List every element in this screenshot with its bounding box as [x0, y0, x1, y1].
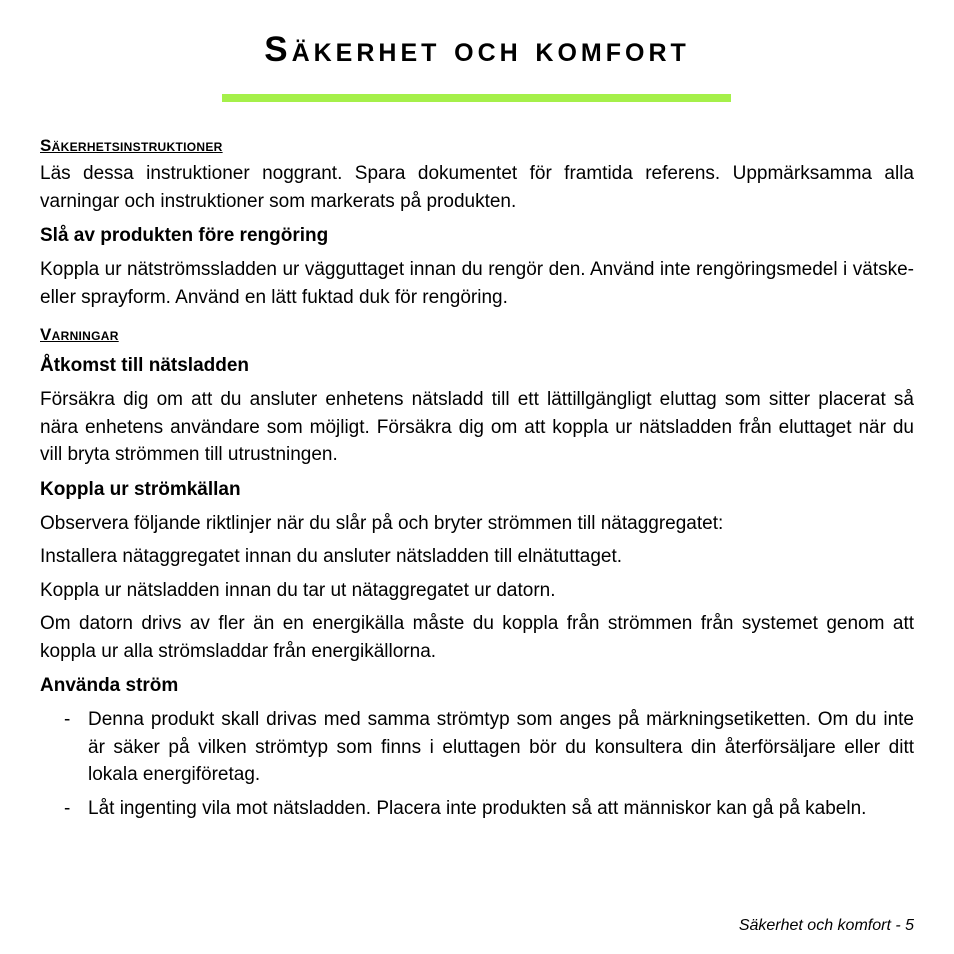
list-item-text: Denna produkt skall drivas med samma strömtyp som anges på märkningsetiketten. Om du inte är säker på vilken strömtyp som finns i eluttagen bör du konsultera din återförsäljare eller ditt lokala energiföretag.: [88, 709, 914, 785]
list-item-text: Låt ingenting vila mot nätsladden. Placera inte produkten så att människor kan gå på kabeln.: [88, 797, 867, 819]
page-title: Säkerhet och komfort: [264, 30, 690, 69]
safety-intro-paragraph: Läs dessa instruktioner noggrant. Spara dokumentet för framtida referens. Uppmärksamma alla varningar och instruktioner som markerats på produkten.: [40, 163, 914, 212]
cleaning-paragraph: Koppla ur nätströmssladden ur vägguttaget innan du rengör den. Använd inte rengöringsmedel i vätske- eller sprayform. Använd en lätt fuktad duk för rengöring.: [40, 259, 914, 308]
disconnect-paragraph-1: Observera följande riktlinjer när du slår på och bryter strömmen till nätaggregatet:: [40, 512, 724, 534]
document-body: [40, 136, 914, 828]
subheading-power: Använda ström: [40, 675, 179, 696]
title-underline-bar: [222, 94, 731, 102]
dash-bullet: -: [64, 709, 71, 730]
subheading-disconnect: Koppla ur strömkällan: [40, 478, 241, 500]
page-footer: Säkerhet och komfort - 5: [738, 917, 914, 934]
section-heading-warnings: Varningar: [40, 325, 119, 344]
disconnect-paragraph-4: Om datorn drivs av fler än en energikälla måste du koppla från strömmen från systemet genom att koppla ur alla strömsladdar från energikällorna.: [40, 613, 914, 662]
dash-bullet: -: [64, 797, 71, 819]
disconnect-paragraph-2: Installera nätaggregatet innan du ansluter nätsladden till elnätuttaget.: [40, 546, 623, 567]
access-paragraph: Försäkra dig om att du ansluter enhetens nätsladd till ett lättillgängligt eluttag som sitter placerat så nära enhetens användare som möjligt. Försäkra dig om att koppla ur nätsladden från eluttaget när du vill bryta strömmen till utrustningen.: [40, 389, 914, 465]
subheading-access: Åtkomst till nätsladden: [40, 355, 250, 376]
section-heading-safety: Säkerhetsinstruktioner: [40, 136, 223, 155]
subheading-cleaning: Slå av produkten före rengöring: [40, 225, 329, 246]
list-item: [40, 706, 914, 789]
list-item: [40, 795, 914, 823]
disconnect-paragraph-3: Koppla ur nätsladden innan du tar ut nätaggregatet ur datorn.: [40, 579, 556, 601]
power-list: [40, 706, 914, 822]
